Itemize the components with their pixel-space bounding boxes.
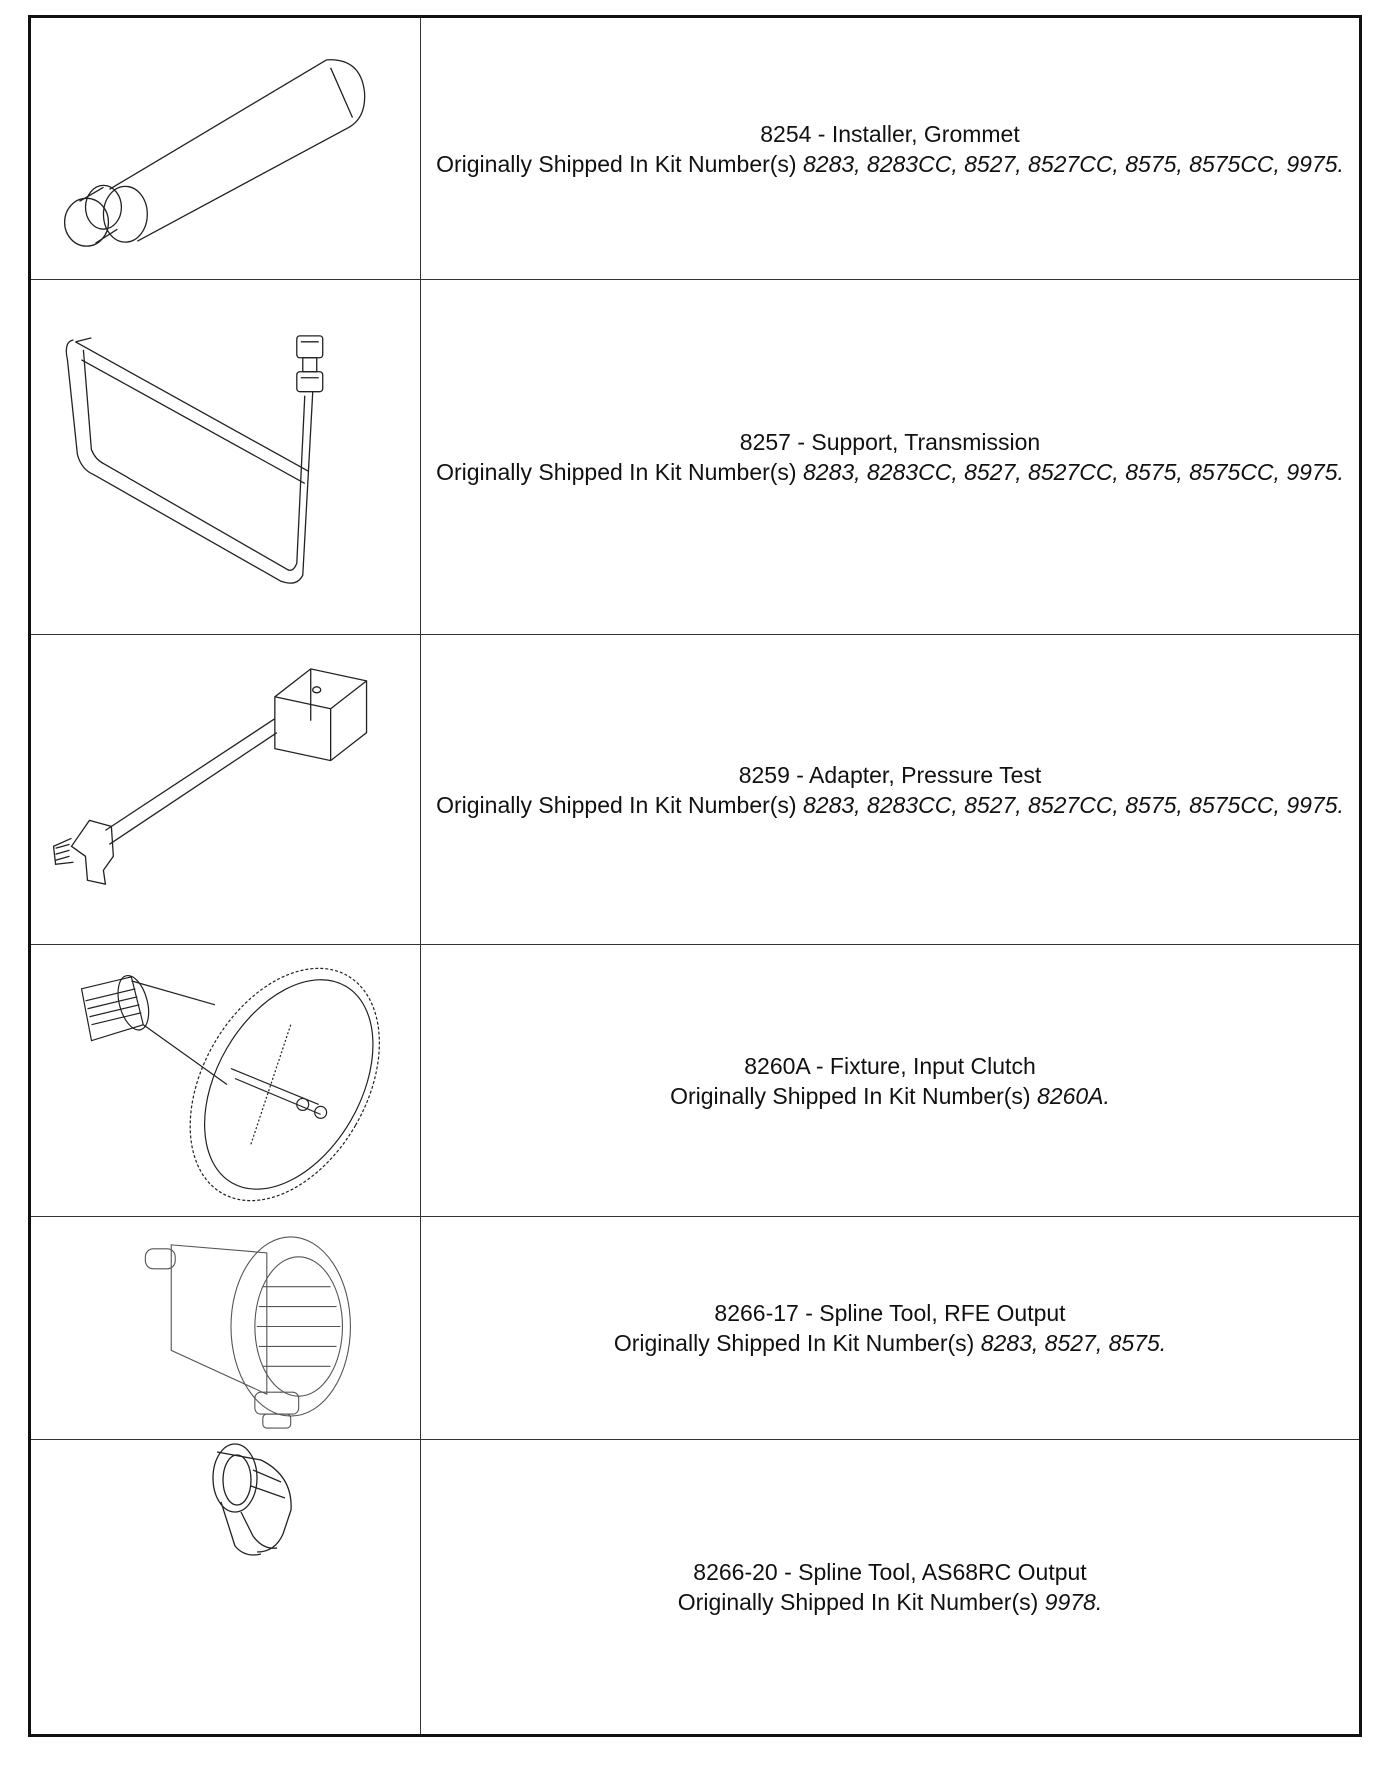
table-row: 8257 - Support, Transmission Originally Shipped In Kit Number(s) 8283, 8283CC, 8527, 8527CC, 8575, 8575CC, 9975. (31, 280, 1359, 635)
spline-tool-as68rc-icon (31, 1440, 420, 1734)
tool-title: 8266-20 - Spline Tool, AS68RC Output (693, 1559, 1087, 1585)
tool-title: 8254 - Installer, Grommet (760, 120, 1020, 147)
kit-numbers: 8283, 8283CC, 8527, 8527CC, 8575, 8575CC, 9975 (802, 459, 1338, 485)
kit-numbers: 8260A (1036, 1082, 1104, 1109)
kit-label: Originally Shipped In Kit Number(s) (436, 459, 797, 485)
kit-label: Originally Shipped In Kit Number(s) (436, 150, 797, 177)
table-row: 8260A - Fixture, Input Clutch Originally Shipped In Kit Number(s) 8260A. (31, 945, 1359, 1217)
kit-numbers: 8283, 8527, 8575 (980, 1330, 1160, 1356)
kit-label: Originally Shipped In Kit Number(s) (670, 1082, 1031, 1109)
tool-title: 8266-17 - Spline Tool, RFE Output (714, 1300, 1066, 1326)
spline-tool-rfe-icon (31, 1217, 420, 1439)
tool-title: 8259 - Adapter, Pressure Test (738, 761, 1042, 788)
table-row: 8266-20 - Spline Tool, AS68RC Output Originally Shipped In Kit Number(s) 9978. (31, 1440, 1359, 1734)
kit-label: Originally Shipped In Kit Number(s) (436, 791, 797, 818)
tool-table (28, 15, 1362, 1737)
tool-title: 8257 - Support, Transmission (739, 429, 1041, 455)
transmission-support-icon (31, 280, 420, 634)
kit-numbers: 8283, 8283CC, 8527, 8527CC, 8575, 8575CC, 9975 (802, 150, 1338, 177)
kit-numbers: 9978 (1044, 1589, 1096, 1615)
table-row: 8259 - Adapter, Pressure Test Originally Shipped In Kit Number(s) 8283, 8283CC, 8527, 8527CC, 8575, 8575CC, 9975. (31, 635, 1359, 945)
grommet-installer-icon (31, 18, 420, 279)
table-row: 8254 - Installer, Grommet Originally Shipped In Kit Number(s) 8283, 8283CC, 8527, 8527CC, 8575, 8575CC, 9975. (31, 18, 1359, 280)
table-row: 8266-17 - Spline Tool, RFE Output Originally Shipped In Kit Number(s) 8283, 8527, 8575. (31, 1217, 1359, 1440)
tool-title: 8260A - Fixture, Input Clutch (744, 1052, 1036, 1079)
input-clutch-fixture-icon (31, 945, 420, 1216)
kit-label: Originally Shipped In Kit Number(s) (677, 1589, 1039, 1615)
pressure-test-adapter-icon (31, 635, 420, 944)
kit-numbers: 8283, 8283CC, 8527, 8527CC, 8575, 8575CC, 9975 (802, 791, 1338, 818)
kit-label: Originally Shipped In Kit Number(s) (613, 1330, 975, 1356)
